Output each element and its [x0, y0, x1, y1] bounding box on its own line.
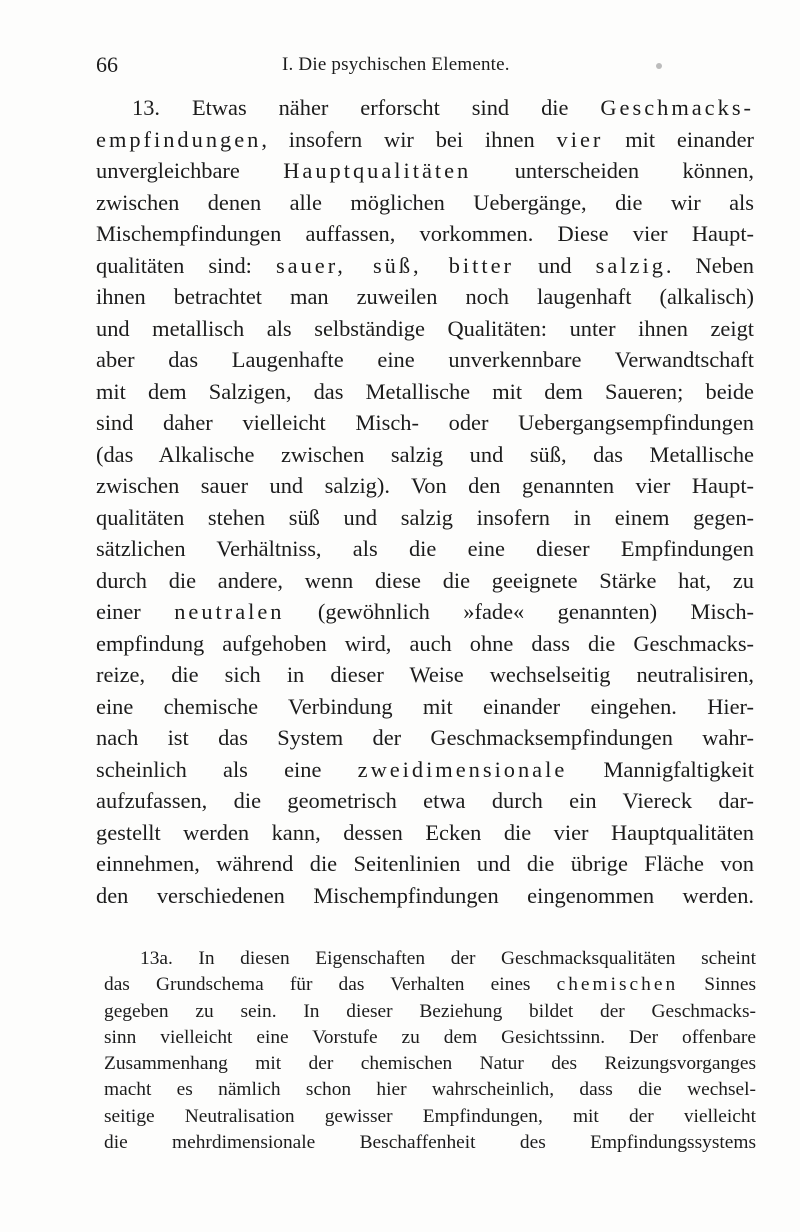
text-line: ihnen betrachtet man zuweilen noch laugenhaft (alkalisch) [96, 284, 754, 309]
text-line: Zusammenhang mit der chemischen Natur des Reizungsvorganges [104, 1053, 756, 1075]
text-line: gegeben zu sein. In dieser Beziehung bildet der Geschmacks- [104, 1000, 756, 1022]
text-line: zwischen sauer und salzig). Von den genannten vier Haupt- [96, 473, 754, 498]
text-line: durch die andere, wenn diese die geeignete Stärke hat, zu [96, 567, 754, 593]
text-line: 13a. In diesen Eigenschaften der Geschmacksqualitäten scheint [140, 948, 756, 969]
text-line: 13. Etwas näher erforscht sind die Geschmacks- [132, 95, 754, 120]
print-speck [656, 63, 662, 69]
text-line: sätzlichen Verhältniss, als die eine dieser Empfindungen [96, 536, 754, 561]
text-line: einnehmen, während die Seitenlinien und die übrige Fläche von [96, 851, 754, 876]
text-line: und metallisch als selbständige Qualitäten: unter ihnen zeigt [96, 315, 754, 341]
text-line: einer neutralen (gewöhnlich »fade« genannten) Misch- [96, 599, 754, 624]
text-line: gestellt werden kann, dessen Ecken die vier Hauptqualitäten [96, 819, 754, 845]
text-line: eine chemische Verbindung mit einander eingehen. Hier- [96, 693, 754, 719]
text-line: seitige Neutralisation gewisser Empfindungen, mit der vielleicht [104, 1105, 756, 1127]
text-line: das Grundschema für das Verhalten eines chemischen Sinnes [104, 974, 756, 996]
text-line: aber das Laugenhafte eine unverkennbare Verwandtschaft [96, 347, 754, 372]
running-head: I. Die psychischen Elemente. [282, 54, 510, 75]
text-line: die mehrdimensionale Beschaffenheit des Empfindungssystems [104, 1132, 756, 1154]
text-line: reize, die sich in dieser Weise wechselseitig neutralisiren, [96, 662, 754, 687]
text-line: macht es nämlich schon hier wahrscheinlich, dass die wechsel- [104, 1079, 756, 1101]
text-line: den verschiedenen Mischempfindungen eingenommen werden. [96, 882, 754, 908]
text-line: nach ist das System der Geschmacksempfindungen wahr- [96, 725, 754, 750]
paragraph-13a [104, 946, 756, 1156]
paragraph-13 [96, 92, 754, 911]
text-line: qualitäten stehen süß und salzig insofern in einem gegen- [96, 504, 754, 530]
text-line: empfindung aufgehoben wird, auch ohne dass die Geschmacks- [96, 630, 754, 656]
text-line: Mischempfindungen auffassen, vorkommen. Diese vier Haupt- [96, 221, 754, 246]
page-number: 66 [96, 52, 118, 77]
text-line: empfindungen, insofern wir bei ihnen vier mit einander [96, 126, 754, 152]
text-line: unvergleichbare Hauptqualitäten unterscheiden können, [96, 158, 754, 183]
text-line: mit dem Salzigen, das Metallische mit dem Saueren; beide [96, 378, 754, 404]
text-line: (das Alkalische zwischen salzig und süß, das Metallische [96, 441, 754, 467]
text-line: qualitäten sind: sauer, süß, bitter und salzig. Neben [96, 252, 754, 278]
text-line: sinn vielleicht eine Vorstufe zu dem Gesichtssinn. Der offenbare [104, 1026, 756, 1048]
text-line: scheinlich als eine zweidimensionale Mannigfaltigkeit [96, 756, 754, 782]
page-header [96, 52, 696, 86]
text-line: sind daher vielleicht Misch- oder Uebergangsempfindungen [96, 410, 754, 435]
text-line: aufzufassen, die geometrisch etwa durch ein Viereck dar- [96, 788, 754, 813]
text-line: zwischen denen alle möglichen Uebergänge, die wir als [96, 189, 754, 215]
